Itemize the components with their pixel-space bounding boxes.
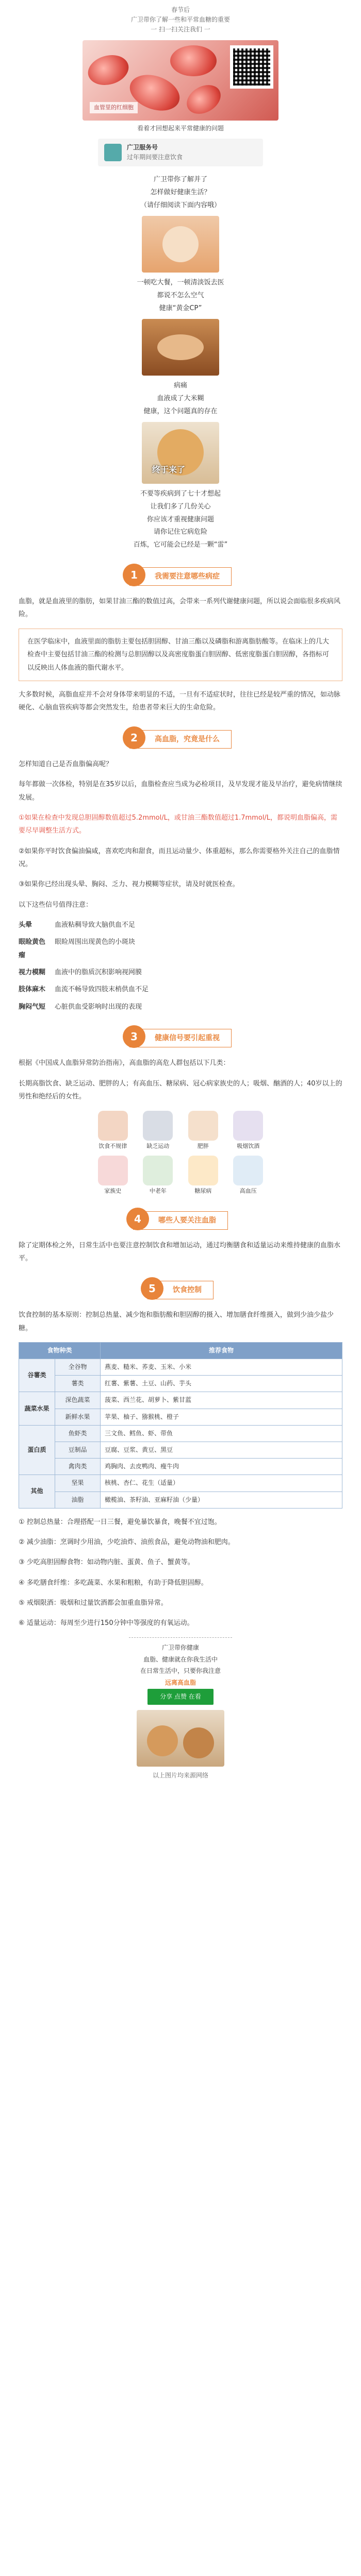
blood-cell [182,79,226,119]
tip-item: ② 减少油脂：烹调时少用油，少吃油炸、油煎食品，避免动物油和肥肉。 [19,1538,235,1547]
poem-line: 一顿吃大餐，一顿清淡饭去医 [137,279,224,287]
risk-icon [188,1111,218,1141]
poem-line: 让我们多了几份关心 [150,503,211,511]
info-box: 在医学临床中，血液里面的脂肪主要包括胆固醇、甘油三酯以及磷脂和游离脂肪酸等。在临床上的几大检查中主要包括甘油三酯的检测与总胆固醇以及高密度脂蛋白胆固醇、低密度脂蛋白胆固醇，各指标可以反映出人体血液的脂代谢水平。 [19,629,342,681]
end-caption: 以上图片均来源网络 [152,1771,208,1779]
table-cell: 橄榄油、茶籽油、亚麻籽油（少量） [101,1492,342,1508]
table-group: 蛋白质 [19,1425,55,1475]
header-line2: 广卫带你了解一些和平常血糖的重要 [130,16,230,24]
risk-icon [188,1156,218,1185]
blood-cell [85,50,132,89]
table-sub: 禽肉类 [55,1459,101,1475]
poem-block-2 [0,277,361,315]
poem-line: 血液成了大米糊 [157,394,204,402]
table-row [19,1376,342,1392]
poem-line: （请仔细阅读下面内容哦） [140,201,221,209]
risk-label: 家族史 [104,1188,122,1195]
section-title-text: 高血脂，究竟是什么 [155,735,220,743]
poem-line: 都说不怎么空气 [157,291,204,299]
list-item [19,1001,342,1013]
risk-icon [98,1156,128,1185]
paragraph: 根据《中国成人血脂异常防治指南》，高血脂的高危人群包括以下几类： [19,1059,230,1067]
table-sub: 坚果 [55,1475,101,1492]
paragraph: 饮食控制的基本原则：控制总热量、减少饱和脂肪酸和胆固醇的摄入、增加膳食纤维摄入，做到少油少盐少糖。 [19,1311,334,1332]
quote-card[interactable] [98,139,263,166]
table-sub: 全谷物 [55,1359,101,1376]
animal-shape [147,1725,178,1756]
risk-item [93,1156,133,1196]
section-number: 2 [123,726,145,749]
section-number: 4 [126,1208,149,1230]
footer-line: 血脂、健康就在你我生活中 [143,1655,218,1663]
section-title-5 [0,1281,361,1299]
footer-line: 在日常生活中，只要你我注意 [140,1667,221,1675]
section-title-text: 饮食控制 [173,1285,202,1294]
risk-label: 糖尿病 [194,1188,212,1195]
list-key: 肢体麻木 [19,986,46,994]
risk-item [138,1111,178,1151]
risk-item [183,1156,223,1196]
table-row [19,1409,342,1425]
table-group: 蔬菜水果 [19,1392,55,1425]
list-key: 胸闷气短 [19,1003,46,1011]
paragraph: 怎样知道自己是否血脂偏高呢？ [19,760,113,768]
table-sub: 鱼虾类 [55,1425,101,1442]
tip-item: ① 控制总热量：合理搭配一日三餐，避免暴饮暴食，晚餐不宜过饱。 [19,1518,221,1526]
section-title-3 [0,1029,361,1047]
poem-line: 请你记住它病危险 [153,528,207,536]
risk-label: 中老年 [149,1188,167,1195]
table-group: 其他 [19,1475,55,1508]
list-value: 血液粘稠导致大脑供血不足 [55,921,136,929]
section-title-2 [0,730,361,749]
list-value: 血流不畅导致四肢末梢供血不足 [55,986,149,994]
paragraph: ②如果你平时饮食偏油偏咸，喜欢吃肉和甜食，而且运动量少、体重超标，那么你需要格外关注自己的血脂情况。 [19,847,340,868]
table-sub: 油脂 [55,1492,101,1508]
table-row [19,1425,342,1442]
poem-line: 你应该才重视健康问题 [146,515,214,523]
list-value: 眼睑周围出现黄色的小斑块 [55,938,136,946]
hero-tag: 血管里的红细胞 [90,102,138,113]
table-row [19,1492,342,1508]
hero-caption: 看着才回想起来平常健康的问题 [137,124,224,132]
table-cell: 鸡胸肉、去皮鸭肉、瘦牛肉 [101,1459,342,1475]
table-sub: 深色蔬菜 [55,1392,101,1409]
section-title-4 [0,1211,361,1230]
risk-label: 肥胖 [197,1142,209,1149]
dog-text: 终于来了 [152,465,186,475]
section-title-text: 我需要注意哪些病症 [155,572,220,581]
risk-item [183,1111,223,1151]
poem-line: 怎样做好健康生活？ [150,188,211,196]
risk-icon [233,1156,263,1185]
table-sub: 薯类 [55,1376,101,1392]
poem-line: 百炼，它可能会已经是一颗“雷” [133,541,228,549]
table-cell: 核桃、杏仁、花生（适量） [101,1475,342,1492]
table-header-row [19,1342,342,1359]
section-number: 5 [141,1277,163,1300]
list-item [19,919,342,931]
animal-shape [183,1727,214,1758]
paragraph: 除了定期体检之外，日常生活中也要注意控制饮食和增加运动，通过均衡膳食和适量运动来维持健康的血脂水平。 [19,1242,341,1263]
paragraph: ③如果你已经出现头晕、胸闷、乏力、视力模糊等症状，请及时就医检查。 [19,880,239,889]
risk-icon-grid [93,1111,268,1196]
table-cell: 燕麦、糙米、荞麦、玉米、小米 [101,1359,342,1376]
table-cell: 菠菜、西兰花、胡萝卜、紫甘蓝 [101,1392,342,1409]
risk-label: 高血压 [239,1188,257,1195]
footer-box [98,1637,263,1705]
risk-icon [143,1156,173,1185]
section-number: 1 [123,564,145,586]
table-header: 推荐食物 [101,1342,342,1359]
table-row [19,1442,342,1458]
table-cell: 红薯、紫薯、土豆、山药、芋头 [101,1376,342,1392]
list-item [19,966,342,979]
tip-item: ④ 多吃膳食纤维：多吃蔬菜、水果和粗粮，有助于降低胆固醇。 [19,1579,208,1587]
section-title-text: 哪些人要关注血脂 [158,1216,216,1225]
table-sub: 豆制品 [55,1442,101,1458]
avatar [104,144,122,161]
end-photo [137,1710,224,1767]
quote-name: 广卫服务号 [127,143,158,151]
section-title-text: 健康信号要引起重视 [155,1034,220,1043]
list-item [19,983,342,996]
tip-item: ⑤ 戒烟限酒：吸烟和过量饮酒都会加重血脂异常。 [19,1599,168,1607]
tip-item: ⑥ 适量运动：每周至少进行150分钟中等强度的有氧运动。 [19,1619,194,1628]
list-key: 眼睑黄色瘤 [19,938,46,959]
paragraph: 大多数时候，高脂血症并不会对身体带来明显的不适，一旦有不适症状时，往往已经是较严重的情况，如动脉硬化、心脑血管疾病等都会突然发生，给患者带来巨大的生命危险。 [19,690,341,712]
list-key: 视力模糊 [19,969,46,977]
symptom-list [0,919,361,1013]
paragraph: 每年都做一次体检，特别是在35岁以后，血脂检查应当成为必检项目，及早发现才能及早治疗，避免病情继续发展。 [19,781,342,802]
poem-line: 健康“黄金CP” [159,304,202,312]
paragraph: 以下这些信号值得注意： [19,901,93,909]
quote-text: 过年期间要注意饮食 [127,153,183,161]
poem-block-3 [0,393,361,418]
poem-line: 不要等疾病到了七十才想起 [140,490,221,498]
section-number: 3 [123,1025,145,1048]
risk-label: 缺乏运动 [146,1142,170,1149]
table-row [19,1475,342,1492]
paragraph: 血脂，就是血液里的脂肪，如果甘油三酯的数值过高，会带来一系列代谢健康问题，所以说会面临很多疾病风险。 [19,598,341,619]
risk-icon [233,1111,263,1141]
tip-item: ③ 少吃高胆固醇食物：如动物内脏、蛋黄、鱼子、蟹黄等。 [19,1558,194,1567]
poem-line: 广卫带你了解并了 [153,176,207,184]
risk-icon [143,1111,173,1141]
table-header: 食物种类 [19,1342,101,1359]
poem-block-1 [0,174,361,212]
table-sub: 新鲜水果 [55,1409,101,1425]
table-cell: 三文鱼、鳕鱼、虾、带鱼 [101,1425,342,1442]
header-line1: 春节后 [171,6,190,13]
footer-line: 广卫带你健康 [161,1643,199,1651]
divider [129,1637,232,1638]
list-item [19,936,342,962]
footer-line: 远离高血脂 [165,1679,196,1687]
table-cell: 豆腐、豆浆、黄豆、黑豆 [101,1442,342,1458]
table-row [19,1392,342,1409]
hero-image [83,40,278,121]
food-table [19,1342,342,1509]
section-title-1 [0,567,361,586]
paragraph: 长期高脂饮食、缺乏运动、肥胖的人；有高血压、糖尿病、冠心病家族史的人；吸烟、酗酒的人；40岁以上的男性和绝经后的女性。 [19,1079,342,1101]
food-photo [142,319,219,376]
article-header [0,0,361,35]
poem-block-4 [0,488,361,551]
table-cell: 苹果、柚子、猕猴桃、橙子 [101,1409,342,1425]
risk-item [93,1111,133,1151]
risk-item [228,1156,269,1196]
header-line3: 一 扫一扫关注我们 一 [151,26,210,33]
blood-cell [170,45,217,76]
table-row [19,1359,342,1376]
risk-label: 饮食不规律 [99,1142,127,1149]
list-key: 头晕 [19,921,32,929]
list-value: 血液中的脂质沉积影响视网膜 [55,969,142,977]
face-shape [162,226,199,262]
dog-photo [142,422,219,484]
caption-2: 病痛 [173,382,187,390]
food-shape [157,334,204,360]
list-value: 心脏供血受影响时出现的表现 [55,1003,142,1011]
qr-code[interactable] [230,45,273,89]
risk-item [228,1111,269,1151]
table-row [19,1459,342,1475]
risk-item [138,1156,178,1196]
share-button[interactable]: 分享 点赞 在看 [147,1689,214,1705]
meal-photo [142,216,219,273]
poem-line: 健康，这个问题真的存在 [143,407,218,415]
paragraph-highlight: ①如果在检查中发现总胆固醇数值超过5.2mmol/L，或甘油三酯数值超过1.7mmol/L，都说明血脂偏高，需要尽早调整生活方式。 [19,814,338,835]
risk-label: 吸烟饮酒 [237,1142,260,1149]
table-group: 谷薯类 [19,1359,55,1392]
risk-icon [98,1111,128,1141]
